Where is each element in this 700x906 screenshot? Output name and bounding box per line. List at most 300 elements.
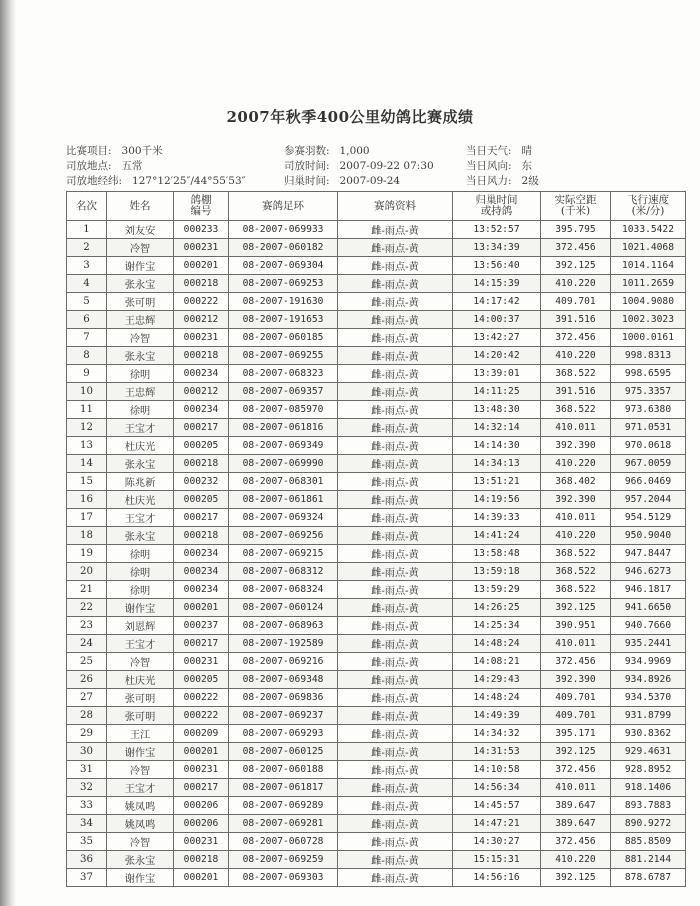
rank-cell: 31 bbox=[67, 761, 107, 779]
rank-cell: 34 bbox=[67, 815, 107, 833]
table-row bbox=[67, 383, 686, 401]
time-cell: 13:48:30 bbox=[453, 401, 541, 419]
speed-cell: 950.9040 bbox=[611, 527, 686, 545]
name-cell: 冷智 bbox=[107, 329, 174, 347]
name-cell: 王忠辉 bbox=[107, 383, 174, 401]
loft-cell: 000201 bbox=[174, 257, 229, 275]
speed-cell: 893.7883 bbox=[611, 797, 686, 815]
ring-cell: 08-2007-068324 bbox=[229, 581, 338, 599]
distance-cell: 410.220 bbox=[541, 275, 611, 293]
info-cell: 雌-雨点-黄 bbox=[338, 509, 453, 527]
loft-cell: 000209 bbox=[174, 725, 229, 743]
loft-cell: 000217 bbox=[174, 779, 229, 797]
ring-cell: 08-2007-069324 bbox=[229, 509, 338, 527]
info-return-date bbox=[284, 173, 400, 188]
info-label: 比赛项目: bbox=[66, 145, 112, 157]
ring-cell: 08-2007-060182 bbox=[229, 239, 338, 257]
table-row bbox=[67, 815, 686, 833]
info-cell: 雌-雨点-黄 bbox=[338, 473, 453, 491]
rank-cell: 3 bbox=[67, 257, 107, 275]
ring-cell: 08-2007-060124 bbox=[229, 599, 338, 617]
distance-cell: 368.522 bbox=[541, 563, 611, 581]
speed-cell: 1014.1164 bbox=[611, 257, 686, 275]
name-cell: 王忠辉 bbox=[107, 311, 174, 329]
table-row bbox=[67, 473, 686, 491]
ring-cell: 08-2007-069348 bbox=[229, 671, 338, 689]
info-cell: 雌-雨点-黄 bbox=[338, 779, 453, 797]
time-cell: 14:34:13 bbox=[453, 455, 541, 473]
loft-cell: 000222 bbox=[174, 689, 229, 707]
info-cell: 雌-雨点-黄 bbox=[338, 725, 453, 743]
table-row bbox=[67, 869, 686, 887]
distance-cell: 410.011 bbox=[541, 779, 611, 797]
ring-cell: 08-2007-069933 bbox=[229, 221, 338, 239]
results-table bbox=[66, 191, 686, 887]
speed-cell: 935.2441 bbox=[611, 635, 686, 653]
info-release-time bbox=[284, 158, 434, 173]
speed-cell: 973.6380 bbox=[611, 401, 686, 419]
rank-cell: 10 bbox=[67, 383, 107, 401]
ring-cell: 08-2007-069836 bbox=[229, 689, 338, 707]
time-cell: 14:00:37 bbox=[453, 311, 541, 329]
ring-cell: 08-2007-060185 bbox=[229, 329, 338, 347]
name-cell: 陈兆新 bbox=[107, 473, 174, 491]
ring-cell: 08-2007-069215 bbox=[229, 545, 338, 563]
loft-cell: 000231 bbox=[174, 329, 229, 347]
time-cell: 14:10:58 bbox=[453, 761, 541, 779]
distance-cell: 372.456 bbox=[541, 761, 611, 779]
ring-cell: 08-2007-191630 bbox=[229, 293, 338, 311]
info-label: 参赛羽数: bbox=[284, 145, 330, 157]
time-cell: 15:15:31 bbox=[453, 851, 541, 869]
distance-cell: 372.456 bbox=[541, 239, 611, 257]
ring-cell: 08-2007-068323 bbox=[229, 365, 338, 383]
info-cell: 雌-雨点-黄 bbox=[338, 689, 453, 707]
distance-cell: 391.516 bbox=[541, 311, 611, 329]
loft-cell: 000231 bbox=[174, 239, 229, 257]
table-row bbox=[67, 365, 686, 383]
info-cell: 雌-雨点-黄 bbox=[338, 563, 453, 581]
table-row bbox=[67, 635, 686, 653]
info-cell: 雌-雨点-黄 bbox=[338, 365, 453, 383]
info-value: 2007-09-24 bbox=[339, 175, 401, 187]
header-name: 姓名 bbox=[107, 192, 174, 221]
speed-cell: 1033.5422 bbox=[611, 221, 686, 239]
rank-cell: 33 bbox=[67, 797, 107, 815]
rank-cell: 13 bbox=[67, 437, 107, 455]
info-cell: 雌-雨点-黄 bbox=[338, 653, 453, 671]
time-cell: 14:48:24 bbox=[453, 689, 541, 707]
loft-cell: 000218 bbox=[174, 275, 229, 293]
header-ring-number: 赛鸽足环 bbox=[229, 192, 338, 221]
rank-cell: 21 bbox=[67, 581, 107, 599]
info-release-site bbox=[66, 158, 143, 173]
loft-cell: 000201 bbox=[174, 599, 229, 617]
name-cell: 杜庆光 bbox=[107, 491, 174, 509]
info-value: 300千米 bbox=[121, 145, 163, 157]
speed-cell: 928.8952 bbox=[611, 761, 686, 779]
info-cell: 雌-雨点-黄 bbox=[338, 383, 453, 401]
distance-cell: 392.390 bbox=[541, 437, 611, 455]
rank-cell: 7 bbox=[67, 329, 107, 347]
speed-cell: 946.1817 bbox=[611, 581, 686, 599]
table-row bbox=[67, 671, 686, 689]
distance-cell: 409.701 bbox=[541, 707, 611, 725]
name-cell: 冷智 bbox=[107, 761, 174, 779]
time-cell: 13:39:01 bbox=[453, 365, 541, 383]
rank-cell: 17 bbox=[67, 509, 107, 527]
rank-cell: 36 bbox=[67, 851, 107, 869]
speed-cell: 878.6787 bbox=[611, 869, 686, 887]
info-cell: 雌-雨点-黄 bbox=[338, 437, 453, 455]
speed-cell: 918.1406 bbox=[611, 779, 686, 797]
loft-cell: 000218 bbox=[174, 455, 229, 473]
rank-cell: 14 bbox=[67, 455, 107, 473]
ring-cell: 08-2007-069253 bbox=[229, 275, 338, 293]
speed-cell: 934.5370 bbox=[611, 689, 686, 707]
info-cell: 雌-雨点-黄 bbox=[338, 761, 453, 779]
loft-cell: 000205 bbox=[174, 491, 229, 509]
ring-cell: 08-2007-069357 bbox=[229, 383, 338, 401]
name-cell: 徐明 bbox=[107, 563, 174, 581]
name-cell: 冷智 bbox=[107, 239, 174, 257]
info-weather bbox=[466, 143, 532, 158]
speed-cell: 934.9969 bbox=[611, 653, 686, 671]
time-cell: 14:20:42 bbox=[453, 347, 541, 365]
info-cell: 雌-雨点-黄 bbox=[338, 455, 453, 473]
info-cell: 雌-雨点-黄 bbox=[338, 329, 453, 347]
time-cell: 14:29:43 bbox=[453, 671, 541, 689]
speed-cell: 1000.0161 bbox=[611, 329, 686, 347]
distance-cell: 409.701 bbox=[541, 293, 611, 311]
distance-cell: 392.125 bbox=[541, 743, 611, 761]
name-cell: 杜庆光 bbox=[107, 437, 174, 455]
distance-cell: 392.125 bbox=[541, 869, 611, 887]
loft-cell: 000234 bbox=[174, 365, 229, 383]
rank-cell: 16 bbox=[67, 491, 107, 509]
loft-cell: 000231 bbox=[174, 761, 229, 779]
info-label: 司放地经纬: bbox=[66, 175, 123, 187]
table-row bbox=[67, 437, 686, 455]
time-cell: 14:32:14 bbox=[453, 419, 541, 437]
info-cell: 雌-雨点-黄 bbox=[338, 419, 453, 437]
speed-cell: 931.8799 bbox=[611, 707, 686, 725]
info-cell: 雌-雨点-黄 bbox=[338, 581, 453, 599]
info-label: 归巢时间: bbox=[284, 175, 330, 187]
info-cell: 雌-雨点-黄 bbox=[338, 293, 453, 311]
rank-cell: 26 bbox=[67, 671, 107, 689]
header-loft-number: 鸽棚 编号 bbox=[174, 192, 229, 221]
distance-cell: 410.011 bbox=[541, 509, 611, 527]
time-cell: 14:34:32 bbox=[453, 725, 541, 743]
ring-cell: 08-2007-069990 bbox=[229, 455, 338, 473]
info-label: 当日风向: bbox=[466, 160, 512, 172]
speed-cell: 1011.2659 bbox=[611, 275, 686, 293]
table-row bbox=[67, 599, 686, 617]
table-header-row bbox=[67, 192, 686, 221]
loft-cell: 000234 bbox=[174, 581, 229, 599]
info-value: 东 bbox=[521, 160, 533, 172]
name-cell: 刘恩辉 bbox=[107, 617, 174, 635]
distance-cell: 395.795 bbox=[541, 221, 611, 239]
document-title: 2007年秋季400公里幼鸽比赛成绩 bbox=[226, 108, 474, 126]
ring-cell: 08-2007-060728 bbox=[229, 833, 338, 851]
loft-cell: 000222 bbox=[174, 293, 229, 311]
distance-cell: 372.456 bbox=[541, 833, 611, 851]
ring-cell: 08-2007-085970 bbox=[229, 401, 338, 419]
distance-cell: 390.951 bbox=[541, 617, 611, 635]
name-cell: 杜庆光 bbox=[107, 671, 174, 689]
speed-cell: 1021.4068 bbox=[611, 239, 686, 257]
info-cell: 雌-雨点-黄 bbox=[338, 635, 453, 653]
rank-cell: 22 bbox=[67, 599, 107, 617]
speed-cell: 940.7660 bbox=[611, 617, 686, 635]
time-cell: 13:56:40 bbox=[453, 257, 541, 275]
loft-cell: 000205 bbox=[174, 437, 229, 455]
ring-cell: 08-2007-069281 bbox=[229, 815, 338, 833]
table-row bbox=[67, 563, 686, 581]
time-cell: 13:59:18 bbox=[453, 563, 541, 581]
name-cell: 谢作宝 bbox=[107, 257, 174, 275]
time-cell: 13:51:21 bbox=[453, 473, 541, 491]
name-cell: 张永宝 bbox=[107, 455, 174, 473]
table-row bbox=[67, 545, 686, 563]
rank-cell: 5 bbox=[67, 293, 107, 311]
loft-cell: 000212 bbox=[174, 383, 229, 401]
rank-cell: 8 bbox=[67, 347, 107, 365]
table-row bbox=[67, 221, 686, 239]
ring-cell: 08-2007-069349 bbox=[229, 437, 338, 455]
info-wind-force bbox=[466, 173, 539, 188]
info-cell: 雌-雨点-黄 bbox=[338, 491, 453, 509]
time-cell: 13:42:27 bbox=[453, 329, 541, 347]
table-row bbox=[67, 419, 686, 437]
time-cell: 14:45:57 bbox=[453, 797, 541, 815]
header-distance: 实际空距 (千米) bbox=[541, 192, 611, 221]
name-cell: 冷智 bbox=[107, 833, 174, 851]
info-cell: 雌-雨点-黄 bbox=[338, 707, 453, 725]
time-cell: 14:11:25 bbox=[453, 383, 541, 401]
info-cell: 雌-雨点-黄 bbox=[338, 617, 453, 635]
table-row bbox=[67, 491, 686, 509]
results-table-body bbox=[67, 221, 686, 887]
distance-cell: 392.390 bbox=[541, 491, 611, 509]
distance-cell: 368.402 bbox=[541, 473, 611, 491]
ring-cell: 08-2007-060125 bbox=[229, 743, 338, 761]
time-cell: 14:48:24 bbox=[453, 635, 541, 653]
info-cell: 雌-雨点-黄 bbox=[338, 401, 453, 419]
name-cell: 徐明 bbox=[107, 401, 174, 419]
info-value: 五常 bbox=[121, 160, 143, 172]
info-cell: 雌-雨点-黄 bbox=[338, 239, 453, 257]
table-row bbox=[67, 833, 686, 851]
time-cell: 14:31:53 bbox=[453, 743, 541, 761]
speed-cell: 970.0618 bbox=[611, 437, 686, 455]
distance-cell: 372.456 bbox=[541, 329, 611, 347]
table-row bbox=[67, 743, 686, 761]
rank-cell: 25 bbox=[67, 653, 107, 671]
time-cell: 14:30:27 bbox=[453, 833, 541, 851]
distance-cell: 410.220 bbox=[541, 527, 611, 545]
loft-cell: 000231 bbox=[174, 653, 229, 671]
name-cell: 刘友安 bbox=[107, 221, 174, 239]
speed-cell: 975.3357 bbox=[611, 383, 686, 401]
table-row bbox=[67, 653, 686, 671]
distance-cell: 395.171 bbox=[541, 725, 611, 743]
rank-cell: 18 bbox=[67, 527, 107, 545]
loft-cell: 000217 bbox=[174, 419, 229, 437]
speed-cell: 930.8362 bbox=[611, 725, 686, 743]
loft-cell: 000237 bbox=[174, 617, 229, 635]
ring-cell: 08-2007-060188 bbox=[229, 761, 338, 779]
speed-cell: 971.0531 bbox=[611, 419, 686, 437]
info-value: 2007-09-22 07:30 bbox=[339, 160, 434, 172]
time-cell: 14:47:21 bbox=[453, 815, 541, 833]
loft-cell: 000217 bbox=[174, 635, 229, 653]
name-cell: 王宝才 bbox=[107, 509, 174, 527]
table-row bbox=[67, 257, 686, 275]
info-value: 2级 bbox=[521, 175, 539, 187]
rank-cell: 12 bbox=[67, 419, 107, 437]
loft-cell: 000205 bbox=[174, 671, 229, 689]
info-label: 司放时间: bbox=[284, 160, 330, 172]
name-cell: 姚凤鸣 bbox=[107, 815, 174, 833]
distance-cell: 368.522 bbox=[541, 545, 611, 563]
loft-cell: 000234 bbox=[174, 545, 229, 563]
distance-cell: 410.011 bbox=[541, 635, 611, 653]
distance-cell: 368.522 bbox=[541, 401, 611, 419]
name-cell: 王宝才 bbox=[107, 419, 174, 437]
info-cell: 雌-雨点-黄 bbox=[338, 815, 453, 833]
distance-cell: 392.125 bbox=[541, 257, 611, 275]
rank-cell: 32 bbox=[67, 779, 107, 797]
name-cell: 张可明 bbox=[107, 689, 174, 707]
time-cell: 14:15:39 bbox=[453, 275, 541, 293]
info-entries bbox=[284, 143, 370, 158]
name-cell: 张永宝 bbox=[107, 347, 174, 365]
ring-cell: 08-2007-069293 bbox=[229, 725, 338, 743]
time-cell: 14:39:33 bbox=[453, 509, 541, 527]
loft-cell: 000231 bbox=[174, 833, 229, 851]
info-cell: 雌-雨点-黄 bbox=[338, 743, 453, 761]
table-row bbox=[67, 347, 686, 365]
time-cell: 14:26:25 bbox=[453, 599, 541, 617]
loft-cell: 000218 bbox=[174, 347, 229, 365]
info-value: 127°12′25″/44°55′53″ bbox=[132, 175, 246, 187]
loft-cell: 000234 bbox=[174, 563, 229, 581]
table-row bbox=[67, 707, 686, 725]
distance-cell: 391.516 bbox=[541, 383, 611, 401]
name-cell: 张永宝 bbox=[107, 527, 174, 545]
loft-cell: 000233 bbox=[174, 221, 229, 239]
info-cell: 雌-雨点-黄 bbox=[338, 257, 453, 275]
info-wind-direction bbox=[466, 158, 532, 173]
time-cell: 14:19:56 bbox=[453, 491, 541, 509]
speed-cell: 998.6595 bbox=[611, 365, 686, 383]
rank-cell: 20 bbox=[67, 563, 107, 581]
time-cell: 14:56:34 bbox=[453, 779, 541, 797]
rank-cell: 23 bbox=[67, 617, 107, 635]
table-row bbox=[67, 293, 686, 311]
distance-cell: 389.647 bbox=[541, 815, 611, 833]
distance-cell: 410.011 bbox=[541, 419, 611, 437]
speed-cell: 947.8447 bbox=[611, 545, 686, 563]
info-label: 当日天气: bbox=[466, 145, 512, 157]
rank-cell: 9 bbox=[67, 365, 107, 383]
table-row bbox=[67, 401, 686, 419]
name-cell: 王宝才 bbox=[107, 635, 174, 653]
speed-cell: 966.0469 bbox=[611, 473, 686, 491]
name-cell: 张永宝 bbox=[107, 851, 174, 869]
time-cell: 14:49:39 bbox=[453, 707, 541, 725]
speed-cell: 954.5129 bbox=[611, 509, 686, 527]
name-cell: 张永宝 bbox=[107, 275, 174, 293]
ring-cell: 08-2007-069259 bbox=[229, 851, 338, 869]
name-cell: 徐明 bbox=[107, 365, 174, 383]
time-cell: 13:59:29 bbox=[453, 581, 541, 599]
info-value: 晴 bbox=[521, 145, 533, 157]
info-cell: 雌-雨点-黄 bbox=[338, 851, 453, 869]
ring-cell: 08-2007-192589 bbox=[229, 635, 338, 653]
info-cell: 雌-雨点-黄 bbox=[338, 221, 453, 239]
rank-cell: 11 bbox=[67, 401, 107, 419]
table-row bbox=[67, 455, 686, 473]
header-speed: 飞行速度 (米/分) bbox=[611, 192, 686, 221]
time-cell: 14:41:24 bbox=[453, 527, 541, 545]
loft-cell: 000218 bbox=[174, 527, 229, 545]
speed-cell: 941.6650 bbox=[611, 599, 686, 617]
info-release-coordinates bbox=[66, 173, 246, 188]
info-label: 司放地点: bbox=[66, 160, 112, 172]
ring-cell: 08-2007-068301 bbox=[229, 473, 338, 491]
time-cell: 14:25:34 bbox=[453, 617, 541, 635]
table-row bbox=[67, 311, 686, 329]
distance-cell: 410.220 bbox=[541, 455, 611, 473]
scan-page-edge bbox=[0, 0, 16, 906]
time-cell: 13:52:57 bbox=[453, 221, 541, 239]
loft-cell: 000234 bbox=[174, 401, 229, 419]
distance-cell: 409.701 bbox=[541, 689, 611, 707]
ring-cell: 08-2007-061817 bbox=[229, 779, 338, 797]
table-row bbox=[67, 329, 686, 347]
table-row bbox=[67, 779, 686, 797]
name-cell: 谢作宝 bbox=[107, 599, 174, 617]
loft-cell: 000206 bbox=[174, 815, 229, 833]
ring-cell: 08-2007-069256 bbox=[229, 527, 338, 545]
speed-cell: 929.4631 bbox=[611, 743, 686, 761]
speed-cell: 946.6273 bbox=[611, 563, 686, 581]
ring-cell: 08-2007-061816 bbox=[229, 419, 338, 437]
table-row bbox=[67, 581, 686, 599]
ring-cell: 08-2007-069216 bbox=[229, 653, 338, 671]
table-row bbox=[67, 725, 686, 743]
rank-cell: 30 bbox=[67, 743, 107, 761]
table-row bbox=[67, 275, 686, 293]
name-cell: 姚凤鸣 bbox=[107, 797, 174, 815]
distance-cell: 368.522 bbox=[541, 581, 611, 599]
distance-cell: 392.390 bbox=[541, 671, 611, 689]
ring-cell: 08-2007-069255 bbox=[229, 347, 338, 365]
loft-cell: 000212 bbox=[174, 311, 229, 329]
rank-cell: 35 bbox=[67, 833, 107, 851]
info-cell: 雌-雨点-黄 bbox=[338, 797, 453, 815]
rank-cell: 29 bbox=[67, 725, 107, 743]
table-row bbox=[67, 797, 686, 815]
speed-cell: 1004.9080 bbox=[611, 293, 686, 311]
name-cell: 谢作宝 bbox=[107, 743, 174, 761]
name-cell: 徐明 bbox=[107, 581, 174, 599]
name-cell: 谢作宝 bbox=[107, 869, 174, 887]
